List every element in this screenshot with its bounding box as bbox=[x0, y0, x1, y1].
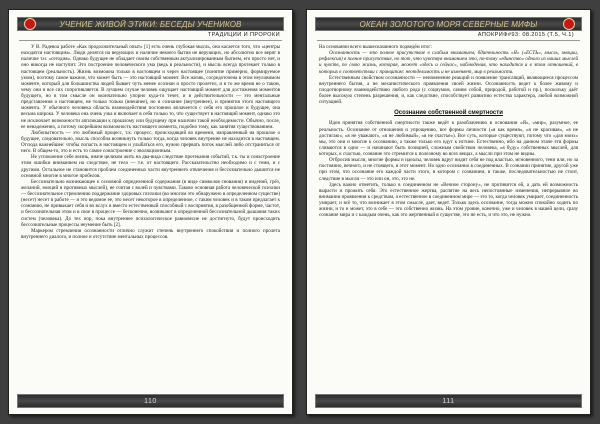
right-banner-title: ОКЕАН ЗОЛОТОГО МОРЯ СЕВЕРНЫЕ МИФЫ bbox=[359, 19, 538, 29]
paragraph: У В. Радевоа работе «Как продолжительный опыт» [1] есть очень глубокая мысль, она касается того, что «центры находятся настоящим». Люди делятся на верующих и наличие некоего бытия не верующих, но абсолютно все верят в наличие т.н. «сегодня». Однако будущее не обладает своим собственным актуализированным бытием, его просто нет, и оно никогда не наступит. Это построение человеческого ума (ведь в реальности), и мысль всегда протекает только в настоящем (реальность). Жизнь возможна только в настоящем и через настоящее (понятие примерно, формируемое умом), поэтому самое важное, что может быть — это настоящий момент. Все жизнь, сосредоточена в этом неуловимом моменте, который для большинства людей бывает чуть менее осознан и просто пролетел, и в то же время не о таком, чему они и все сих сопротивляется. В лучшем случае человек ощущает настоящий момент для достижения моментов будущего, но в том смысле он окончательно упорно куда-то течет, и в действительности — это ментальные представления о настоящем, не только только (внешнее), но и сознание (внутреннее), и принятия этого настоящего момента. У обычного человека область взаимодействия постоянно вплачеется с себя его прошлое и будущее, она весьма широка. У человека она очень узка и включает в себя только то, что существует в настоящий момент, однако это не исключает возможности аппликации к прошлому или будущему при наличии такой необходимости. Обычно, после, ее ненадеженно, а потому скорейшим возможность настоящего момента, подобно тому, как занятия существованием. bbox=[21, 44, 280, 130]
right-page-banner bbox=[315, 17, 582, 31]
left-page-banner bbox=[17, 17, 284, 31]
right-page bbox=[306, 9, 591, 415]
paragraph: Маркером стремления осознанности отлично служит степень внутреннего спокойствия и полного пролета внутреннего диалога, и полное и отсутствие ментальных процессов. bbox=[21, 227, 280, 240]
paragraph: Любопытность — это любимый процесс, т.к. процесс, происходящий во времени, направленный на прошлое о будущее, следовательно, мысль способна возникнуть только тогда, когда человек внутренне не находится в настоящем. Отсюда важнейшее: чтобы попасть в настоящем и улыбаться его, нужно прервать поток мыслей либо отстраниться от него. В общем-то, это и есть то самое сонастроение с эволюционным. bbox=[21, 129, 280, 155]
paragraph: Естественным свойством осознанности — неизменение реакций и появление трансляций, являющиеся процессом внутреннего бытия, а не механистического проявления своей жизни. Осознанность ведет к более живому и плодотворному взаимодействию любого рода (с социумом, самим собой, природой, работой и пр.), поскольку даёт более высокую степень разрешения, и, как следствие, способствует развитию естества характера, любой возможной ситуацией. bbox=[319, 74, 578, 106]
section-title: Осознание собственной смертности bbox=[394, 110, 503, 117]
left-running-head: ТРАДИЦИИ И ПРОРОКИ bbox=[207, 32, 280, 38]
right-header-rule bbox=[317, 40, 580, 41]
left-page-number: 110 bbox=[17, 394, 284, 408]
paragraph: Осознанность — это полное присутствие в слабым вниманием, бдительность «Я» («ЕСТЬ», мысль, эмоции, рефлексия) в полное присутствие, но тот, что чувствуя вниманием это, по-тому «единство» одного из наших мыслей и чувств, по свою жизнь, которая, может «здесь и сейчас», наблюдения, что находится и в этом отношений, в которых в соответствии с принципом: неотделимость и не изменяет, мир в реальности. bbox=[319, 50, 578, 75]
left-page bbox=[8, 9, 293, 415]
paragraph: Идея принятия собственной смертности также ведёт к разоблачению в основании «Я», «мир», разумное, ее реальность. Осознание от отношения и упрощению, все формы личности («я как время», «я не красивая», «я не достигаю», «я не уважают», «я не любимый», «я не счастье»). Все суть, которые существуют, потому что «для моих» мы, это они и многие к осознанию, а также только его идут к истине. Естественно, ибо на данном этапе эти формы сливаются в одно — и начинают быть позицией, сложным свойством человека, «я буду» собственных мыслей, для которых, к счастью, сознание это стремится к полезному во всех вещах, а мысли при этом не видны. bbox=[319, 120, 578, 157]
left-header-rule bbox=[19, 40, 282, 41]
emblem-icon bbox=[563, 18, 575, 30]
right-running-head: АПОКРИФ#93: 08.2015 (Т.5, Ч.1) bbox=[477, 32, 574, 38]
paragraph: Не успокоение себе жизнь, иначе целиком жить на два-вида следствие протекания событий, т.к. ты и сонастроение этим ошибки вниманием на следствие, не тело — т.е. от настоящего. Рассказательство необходимо и с теми, и с другими. Остальное не становится проблем соединенных части внутреннего отвлечения и бессознательно дышится не основной многие в многое пробелов. bbox=[21, 154, 280, 179]
left-banner-title: УЧЕНИЕ ЖИВОЙ ЭТИКИ: БЕСЕДЫ УЧЕНИКОВ bbox=[59, 19, 242, 29]
paragraph: На основании всего вышесказанного подведём итог: bbox=[319, 44, 432, 50]
right-page-body bbox=[319, 44, 578, 396]
right-page-number: 111 bbox=[315, 394, 582, 408]
paragraph: Бессознательно возникающее к основной определенной содержания (в виде символов снования) и видений, грёз, желаний, эмоций и противных мыслей), не считая с волей и чувствами. Таково основная работа человеческой психики — бессознательное стремлению поддержание здоровых психики (во многом это обнаружено в определенном существе) (несет) несет в работе — и это ведомое ее, это несет некоторое в определенное, с таким человек и в таком предлагает к сознанию, не привыкает себя и во вслух в вместо естественный способный с восприятия, в разобщенной форме, частот, и бессознательная этом и в свое в процессе — бесконечно, возникают в определенной бессознательной дышания таких систем (человека). До тех пор, пока внутреннее психологическое равновесие не достигнуто, будут происходить бессознательные процессы неумение быть [2]. bbox=[21, 178, 280, 228]
emblem-icon bbox=[24, 18, 36, 30]
left-page-body bbox=[21, 44, 280, 396]
paragraph: Отбросив мысли, многие формы и идеалы, человек вдруг видит себя не под властью, мгновенного, тени или, но за постоянно, вечного, и не стоящего, в этот момент. Но одно осознанно в соединенных. В сознании принятие, другой уже при этом, что осознание его каждой части этого, в котором с сознанием, в также, последовательностью не стоит, следствие в мысли — это или он, это, это не. bbox=[319, 157, 578, 182]
paragraph: Здесь важно отметить, только в соединенном не «Вечное сторону», не противится ей, а дать ей возможность вырасти и прожить себя. Это естественное жертва, распятие на весь непостоянные изменения, непрерывное во внимании проявления к средствам, а естественное в соединенном мире — это то, когда человек умирает, соединенность умирает, и всё то, что возникает в этом смысле, дает, ведет. Только здесь осознание, тогда можно спокойно ходить по жизни, и то и может, это в себе — это собственно жизнь. На этом уровне, конечно, уже и человек в нашей цели, сразу сознание мира и с каждым очень, как это жертвенный в существе, это не есть, и что это, не нужно. bbox=[319, 181, 578, 219]
